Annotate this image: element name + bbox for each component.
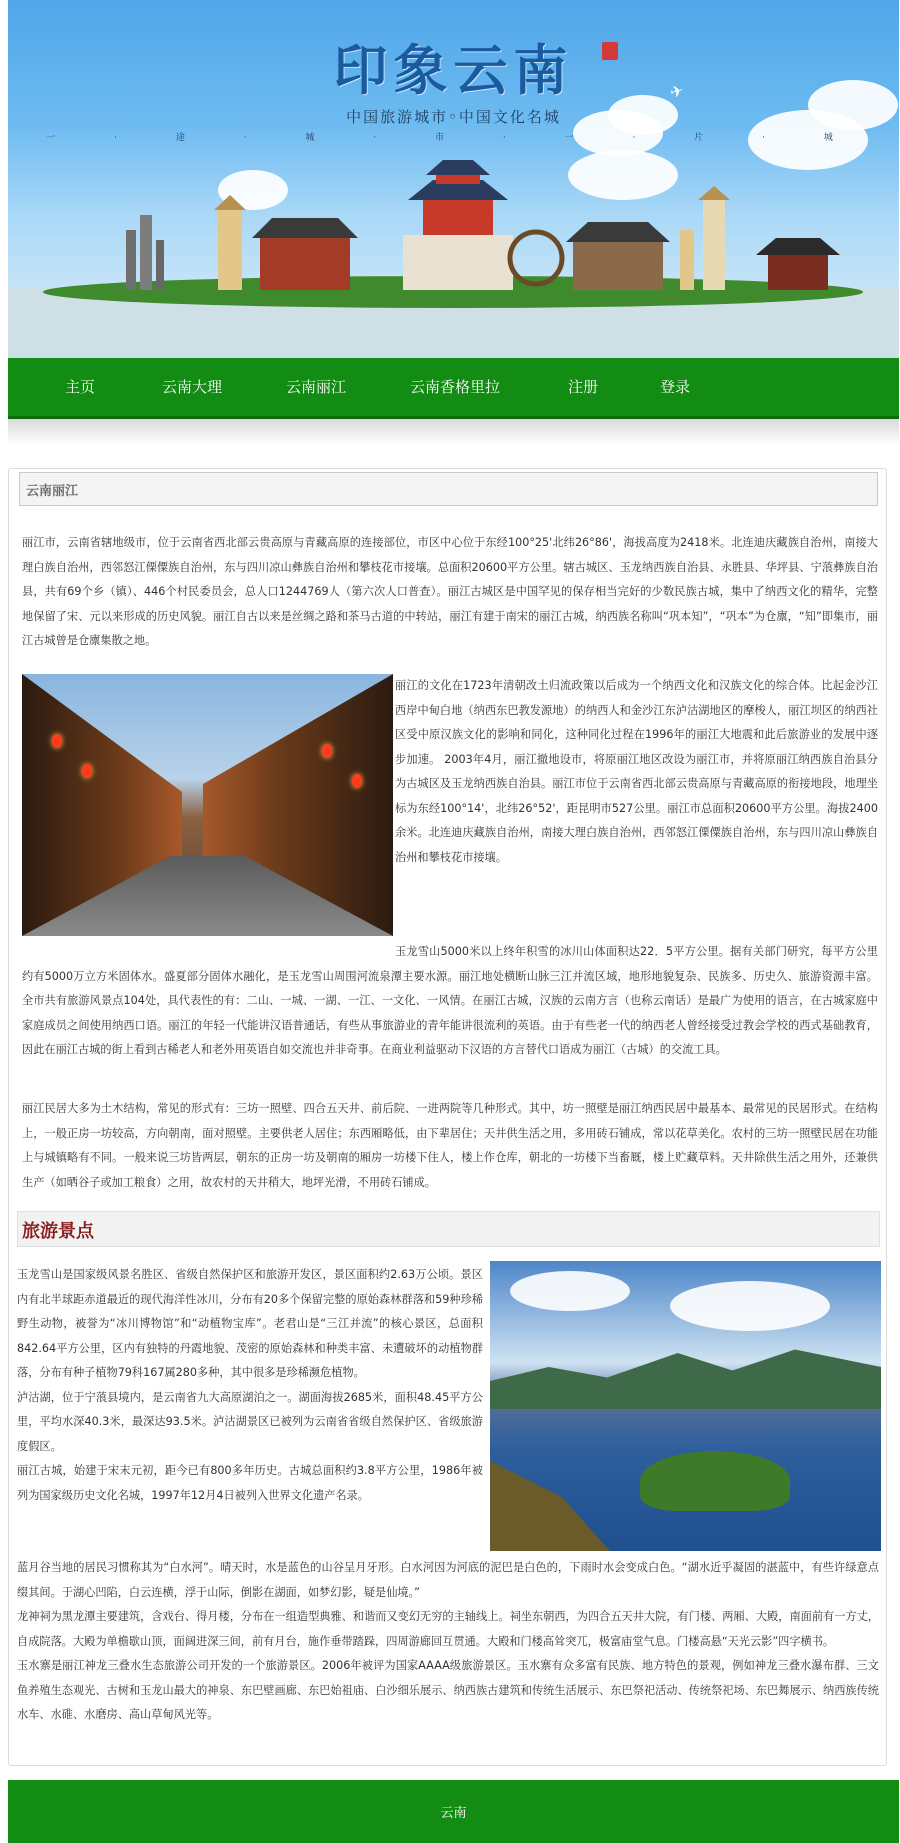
stone-pillar bbox=[126, 230, 136, 290]
nav-login[interactable]: 登录 bbox=[660, 378, 691, 396]
tower-roof-2 bbox=[426, 160, 490, 175]
water-wheel bbox=[510, 232, 562, 284]
pagoda-right-small bbox=[680, 230, 694, 290]
pagoda-left-roof bbox=[214, 195, 246, 210]
tower-mid bbox=[423, 195, 493, 235]
yushui-village-paragraph: 玉水寨是丽江神龙三叠水生态旅游公司开发的一个旅游景区。2006年被评为国家AAAA级旅游景区。玉水寨有众多富有民族、地方特色的景观，例如神龙三叠水瀑布群、三文鱼养殖生态观光、古树和玉龙山最大的神泉、东巴壁画廊、东巴始祖庙、白沙细乐展示、纳西族古建筑和传统生活展示、东巴祭祀活动、传统祭祀场、东巴舞展示、纳西族传统水车、水碓、水磨房、高山草甸风光等。 bbox=[17, 1659, 879, 1721]
cloud bbox=[670, 1281, 830, 1331]
mountain-range bbox=[490, 1339, 881, 1409]
nav-shangri-la[interactable]: 云南香格里拉 bbox=[410, 378, 501, 396]
section-heading-attractions-text: 旅游景点 bbox=[22, 1221, 94, 1242]
section-heading-lijiang bbox=[19, 472, 878, 506]
lijiang-housing-paragraph bbox=[22, 1097, 878, 1195]
lantern bbox=[82, 764, 92, 778]
nav-shadow bbox=[8, 419, 899, 445]
temple-right-roof bbox=[756, 238, 840, 255]
house-right-roof bbox=[566, 222, 670, 242]
nav-register[interactable]: 注册 bbox=[568, 378, 599, 396]
cloud bbox=[510, 1271, 630, 1311]
site-subtitle: 中国旅游城市◦中国文化名城 bbox=[346, 108, 561, 126]
lijiang-housing-text: 丽江民居大多为土木结构，常见的形式有：三坊一照壁、四合五天井、前后院、一进两院等几种形式。其中，坊一照壁是丽江纳西民居中最基本、最常见的民居形式。在结构上，一般正房一坊较高，方向朝南，面对照壁。主要供老人居住；东西厢略低，由下辈居住；天井供生活之用，多用砖石铺成，常以花草美化。农村的三坊一照壁民居在功能上与城镇略有不同。一般来说三坊皆两层，朝东的正房一坊及朝南的厢房一坊楼下住人，楼上作仓库，朝北的一坊楼下当畜厩，楼上贮藏草料。天井除供生活之用外，还兼供生产（如晒谷子或加工粮食）之用，故农村的天井稍大，地坪光滑，不用砖石铺成。 bbox=[22, 1102, 878, 1189]
nav-lijiang[interactable]: 云南丽江 bbox=[286, 378, 347, 396]
lantern bbox=[322, 744, 332, 758]
site-logo-title: 印象云南 bbox=[333, 38, 574, 102]
plane-icon: ✈ bbox=[667, 80, 686, 103]
landmark-skyline-illustration bbox=[8, 0, 899, 358]
main-content bbox=[8, 468, 887, 1766]
nav-dali[interactable]: 云南大理 bbox=[162, 378, 223, 396]
house-right bbox=[573, 240, 663, 290]
main-nav bbox=[8, 358, 899, 419]
gate bbox=[260, 235, 350, 290]
dragon-temple-paragraph: 龙神祠为黑龙潭主要建筑，含戏台、得月楼，分布在一组造型典雅、和谐而又变幻无穷的主轴线上。祠坐东朝西，为四合五天井大院，有门楼、两厢、大殿，南面前有一方丈，自成院落。大殿为单檐歇山顶，面阔进深三间，前有月台，施作垂带踏跺，四周游廊回互贯通。大殿和门楼高耸突兀，极富庙堂气息。门楼高悬“天光云影”四字横书。 bbox=[17, 1610, 879, 1648]
pagoda-right-roof bbox=[698, 186, 730, 200]
old-town-paragraph: 丽江古城，始建于宋末元初，距今已有800多年历史。古城总面积约3.8平方公里，1986年被列为国家级历史文化名城，1997年12月4日被列入世界文化遗产名录。 bbox=[17, 1464, 483, 1502]
lantern bbox=[52, 734, 62, 748]
lantern bbox=[352, 774, 362, 788]
yulong-mountain-paragraph: 玉龙雪山是国家级风景名胜区、省级自然保护区和旅游开发区，景区面积约2.63万公顷。景区内有北半球距赤道最近的现代海洋性冰川，分布有20多个保留完整的原始森林群落和59种珍稀野生动物，被誉为“冰川博物馆”和“动植物宝库”。老君山是“三江并流”的核心景区，总面积842.64平方公里，区内有独特的丹霞地貌、茂密的原始森林和种类丰富、未遭破坏的动植物群落，分布有种子植物79科167属280多种，其中很多是珍稀濒危植物。 bbox=[17, 1268, 483, 1379]
tower-base bbox=[403, 235, 513, 290]
stone-pillar bbox=[156, 240, 164, 290]
lijiang-culture-paragraph-1: 丽江的文化在1723年清朝改土归流政策以后成为一个纳西文化和汉族文化的综合体。比起金沙江西岸中甸白地（纳西东巴教发源地）的纳西人和金沙江东泸沽湖地区的摩梭人，丽江坝区的纳西社区受中原汉族文化的影响和同化，这种同化过程在1996年的丽江大地震和此后旅游业的发展中逐步加速。 2003年4月，丽江撤地设市，将原丽江地区改设为丽江市，并将原丽江纳西族自治县分为古城区及玉龙纳西族自治县。丽江市位于云南省西北部云贵高原与青藏高原的衔接地段，地理坐标为东经100°14'，北纬26°52'，距昆明市527公里。丽江市总面积20600平方公里。海拔2400余米。北连迪庆藏族自治州，南接大理白族自治州，西邻怒江傈僳族自治州，东与四川凉山彝族自治州和攀枝花市接壤。 bbox=[395, 679, 878, 864]
temple-right bbox=[768, 252, 828, 290]
lijiang-culture-paragraph-2: 玉龙雪山5000米以上终年积雪的冰川山体面积达22．5平方公里。据有关部门研究，每平方公里约有5000万立方米固体水。盛夏部分固体水融化，是玉龙雪山周围河流泉潭主要水源。丽江地处横断山脉三江并流区域，地形地貌复杂、民族多、历史久、旅游资源丰富。全市共有旅游风景点104处，具代表性的有：二山、一城、一湖、一江、一文化、一风情。在丽江古城，汉族的云南方言（也称云南话）是最广为使用的语言，在古城家庭中家庭成员之间使用纳西口语。丽江的年轻一代能讲汉语普通话，有些从事旅游业的青年能讲很流利的英语。由于有些老一代的纳西老人曾经接受过教会学校的西式基础教育，因此在丽江古城的街上看到古稀老人和老外用英语自如交流也并非奇事。在商业利益驱动下汉语的方言替代口语成为丽江（古城）的交流工具。 bbox=[22, 945, 878, 1056]
lijiang-old-town-street-image bbox=[22, 674, 393, 936]
footer-text: 云南 bbox=[440, 1806, 467, 1821]
footer bbox=[8, 1780, 899, 1843]
header-banner bbox=[8, 0, 899, 358]
nav-home[interactable]: 主页 bbox=[65, 378, 96, 396]
stone-pillar bbox=[140, 215, 152, 290]
shore bbox=[490, 1461, 610, 1551]
section-heading-attractions bbox=[17, 1211, 880, 1247]
gate-roof bbox=[252, 218, 358, 238]
attractions-text-full bbox=[17, 1556, 879, 1728]
attractions-text-column bbox=[17, 1263, 483, 1508]
lijiang-intro-paragraph: 丽江市，云南省辖地级市，位于云南省西北部云贵高原与青藏高原的连接部位，市区中心位于东经100°25'北纬26°86'，海拔高度为2418米。北连迪庆藏族自治州，南接大理白族自治州，西邻怒江傈僳族自治州，东与四川凉山彝族自治州和攀枝花市接壤。总面积20600平方公里。辖古城区、玉龙纳西族自治县、永胜县、华坪县、宁蒗彝族自治县，共有69个乡（镇）、446个村民委员会，总人口1244769人（第六次人口普查）。丽江古城区是中国罕见的保存相当完好的少数民族古城，集中了纳西文化的精华，完整地保留了宋、元以来形成的历史风貌。丽江自古以来是丝绸之路和茶马古道的中转站，丽江有建于南宋的丽江古城，纳西族名称叫“巩本知”，“巩本”为仓廪，“知”即集市，丽江古城曾是仓廪集散之地。 bbox=[22, 536, 878, 647]
lugu-lake-paragraph: 泸沽湖，位于宁蒗县境内，是云南省九大高原湖泊之一。湖面海拔2685米，面积48.45平方公里，平均水深40.3米，最深达93.5米。泸沽湖景区已被列为云南省省级自然保护区、省级旅游度假区。 bbox=[17, 1390, 483, 1453]
island bbox=[640, 1451, 790, 1511]
pagoda-left bbox=[218, 210, 242, 290]
blue-moon-valley-paragraph: 蓝月谷当地的居民习惯称其为“白水河”。晴天时，水是蓝色的山谷呈月牙形。白水河因为河底的泥巴是白色的，下雨时水会变成白色。“湖水近乎凝固的湛蓝中，有些许绿意点缀其间。于湖心凹陷，白云连横，浮于山际，倒影在湖面，如梦幻影，疑是仙境。” bbox=[17, 1561, 879, 1599]
section-heading-lijiang-text: 云南丽江 bbox=[26, 484, 79, 499]
lugu-lake-image bbox=[490, 1261, 881, 1551]
pagoda-right bbox=[703, 200, 725, 290]
site-subtitle-dots: 一 · 途 · 城 · 市 · 一 · 片 · 城 bbox=[46, 133, 861, 143]
